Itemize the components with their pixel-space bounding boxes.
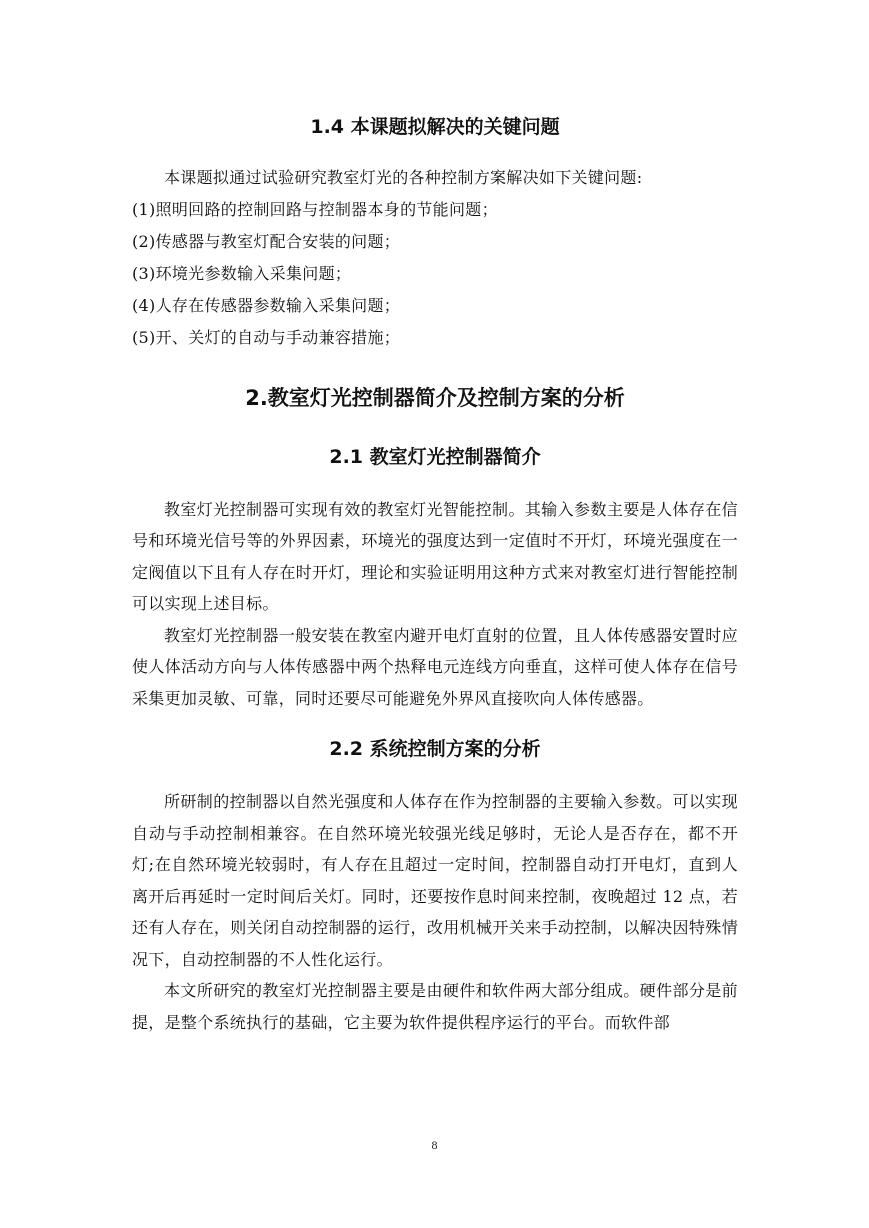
list-item: (1)照明回路的控制回路与控制器本身的节能问题；: [132, 199, 498, 219]
list-item: (2)传感器与教室灯配合安装的问题；: [132, 231, 401, 251]
list-item: (3)环境光参数输入采集问题；: [132, 263, 352, 283]
paragraph: 所研制的控制器以自然光强度和人体存在作为控制器的主要输入参数。可以实现自动与手动控制相兼容。在自然环境光较强光线足够时，无论人是否存在，都不开灯;在自然环境光较弱时，有人存在且超过一定时间，控制器自动打开电灯，直到人离开后再延时一定时间后关灯。同时，还要按作息时间来控制，夜晚超过 12 点，若还有人存在，则关闭自动控制器的运行，改用机械开关来手动控制，以解决因特殊情况下，自动控制器的不人性化运行。: [132, 792, 738, 969]
page-number: 8: [431, 1138, 438, 1152]
paragraph: 教室灯光控制器可实现有效的教室灯光智能控制。其输入参数主要是人体存在信号和环境光信号等的外界因素，环境光的强度达到一定值时不开灯，环境光强度在一定阀值以下且有人存在时开灯，理论和实验证明用这种方式来对教室灯进行智能控制可以实现上述目标。: [132, 499, 738, 613]
section-heading-2-2: 2.2 系统控制方案的分析: [329, 738, 541, 760]
section-heading-1-4: 1.4 本课题拟解决的关键问题: [310, 116, 560, 138]
section-heading-2-1: 2.1 教室灯光控制器简介: [329, 445, 541, 468]
paragraph: 教室灯光控制器一般安装在教室内避开电灯直射的位置，且人体传感器安置时应使人体活动方向与人体传感器中两个热释电元连线方向垂直，这样可使人体存在信号采集更加灵敏、可靠，同时还要尽可能避免外界风直接吹向人体传感器。: [132, 625, 738, 708]
key-problems-list: [132, 194, 738, 354]
list-item: (5)开、关灯的自动与手动兼容措施；: [132, 327, 401, 347]
chapter-heading-2: 2.教室灯光控制器简介及控制方案的分析: [245, 385, 625, 410]
section-1-4-intro: 本课题拟通过试验研究教室灯光的各种控制方案解决如下关键问题:: [164, 168, 643, 187]
page-content: [132, 112, 738, 1038]
paragraph: 本文所研究的教室灯光控制器主要是由硬件和软件两大部分组成。硬件部分是前提，是整个系统执行的基础，它主要为软件提供程序运行的平台。而软件部: [132, 981, 738, 1032]
list-item: (4)人存在传感器参数输入采集问题；: [132, 295, 401, 315]
